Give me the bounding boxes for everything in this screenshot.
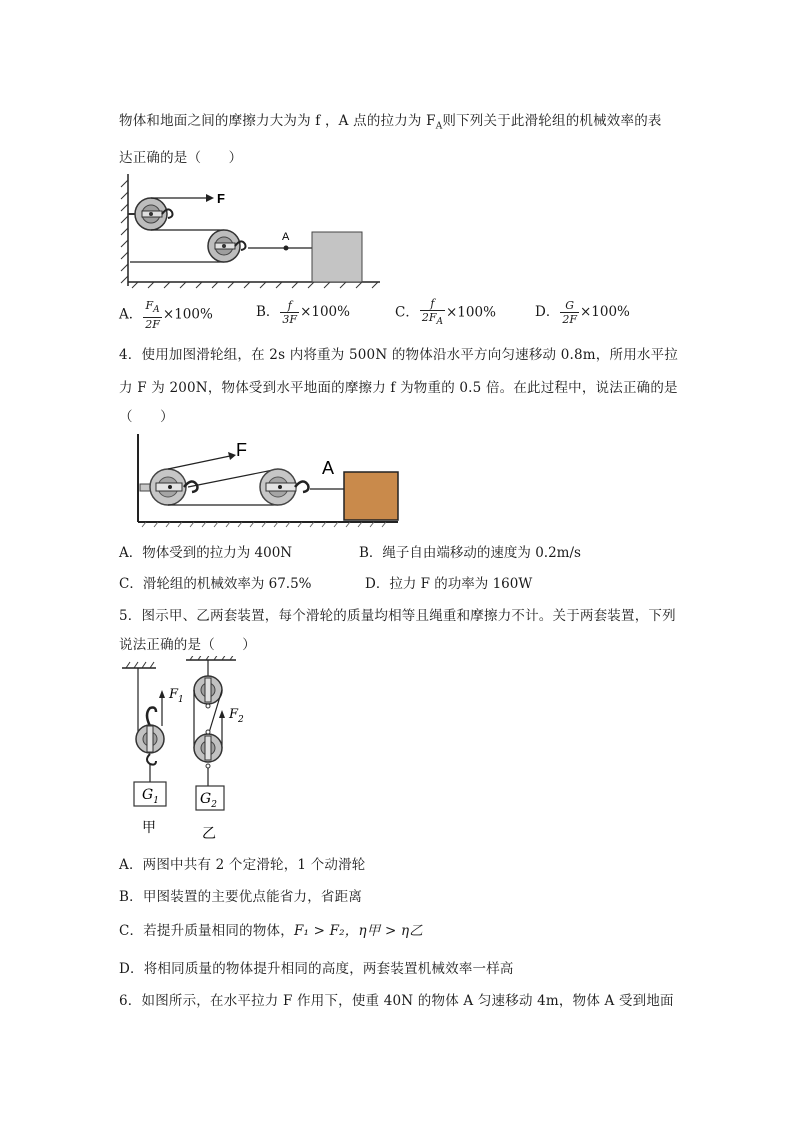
q5-g1-label: $G_1$ [142,787,159,806]
q3-option-d: D． $\frac{G}{2F}$ ×100% [535,299,630,326]
q3-option-a: A． $\frac{F_A}{2F}$ ×100% [119,299,213,332]
q3-stem-tail: 则下列关于此滑轮组的机械效率的表 [442,113,662,129]
q5-option-d: D．将相同质量的物体提升相同的高度，两套装置机械效率一样高 [119,961,514,977]
q5-pulley-figure [118,656,248,842]
q5-f2-label: $F_2$ [229,707,244,725]
q3-force-label: F [217,191,225,206]
q3-stem-sub: A [435,121,443,132]
q5-f1-label: $F_1$ [169,687,184,705]
q5-stem-line2: 说法正确的是（ ） [119,637,256,653]
q3-stem-text: 物体和地面之间的摩擦力大为为 f ，A 点的拉力为 F [119,113,436,129]
q4-stem-line3: （ ） [119,409,174,425]
q4-force-label: F [236,440,247,460]
q6-stem-line1: 6．如图所示，在水平拉力 F 作用下，使重 40N 的物体 A 匀速移动 4m，物体 A 受到地面 [119,993,674,1009]
q4-option-d: D．拉力 F 的功率为 160W [365,576,533,592]
q3-point-a-label: A [282,231,290,243]
q4-pulley-figure [128,432,403,532]
q5-option-a: A．两图中共有 2 个定滑轮，1 个动滑轮 [119,857,366,873]
q3-stem-line2: 达正确的是（ ） [119,150,243,166]
q3-stem-line1 [119,109,662,132]
q5-yi-label: 乙 [202,826,216,842]
q3-pulley-figure [118,170,388,292]
q4-stem-line2: 力 F 为 200N，物体受到水平地面的摩擦力 f 为物重的 0.5 倍。在此过程中，说法正确的是 [119,380,678,396]
q5-jia-label: 甲 [142,820,156,836]
q3-option-b: B． $\frac{f}{3F}$ ×100% [256,299,350,326]
q5-option-c-math: F₁ > F₂，η甲 > η乙 [293,923,423,939]
q5-stem-line1: 5．图示甲、乙两套装置，每个滑轮的质量均相等且绳重和摩擦力不计。关于两套装置，下列 [119,608,676,624]
q3-option-c: C． $\frac{f}{2F_A}$ ×100% [395,297,496,328]
q5-g2-label: $G_2$ [200,791,217,810]
q4-stem-line1: 4．使用加图滑轮组，在 2s 内将重为 500N 的物体沿水平方向匀速移动 0.8m，所用水平拉 [119,347,679,363]
q4-point-a-label: A [322,458,335,478]
q4-option-a: A．物体受到的拉力为 400N [119,545,293,561]
q4-option-c: C．滑轮组的机械效率为 67.5% [119,576,312,592]
q4-option-b: B．绳子自由端移动的速度为 0.2m/s [359,545,581,561]
q5-option-b: B．甲图装置的主要优点能省力，省距离 [119,889,363,905]
q5-option-c: C．若提升质量相同的物体，F₁ > F₂，η甲 > η乙 [119,923,423,939]
